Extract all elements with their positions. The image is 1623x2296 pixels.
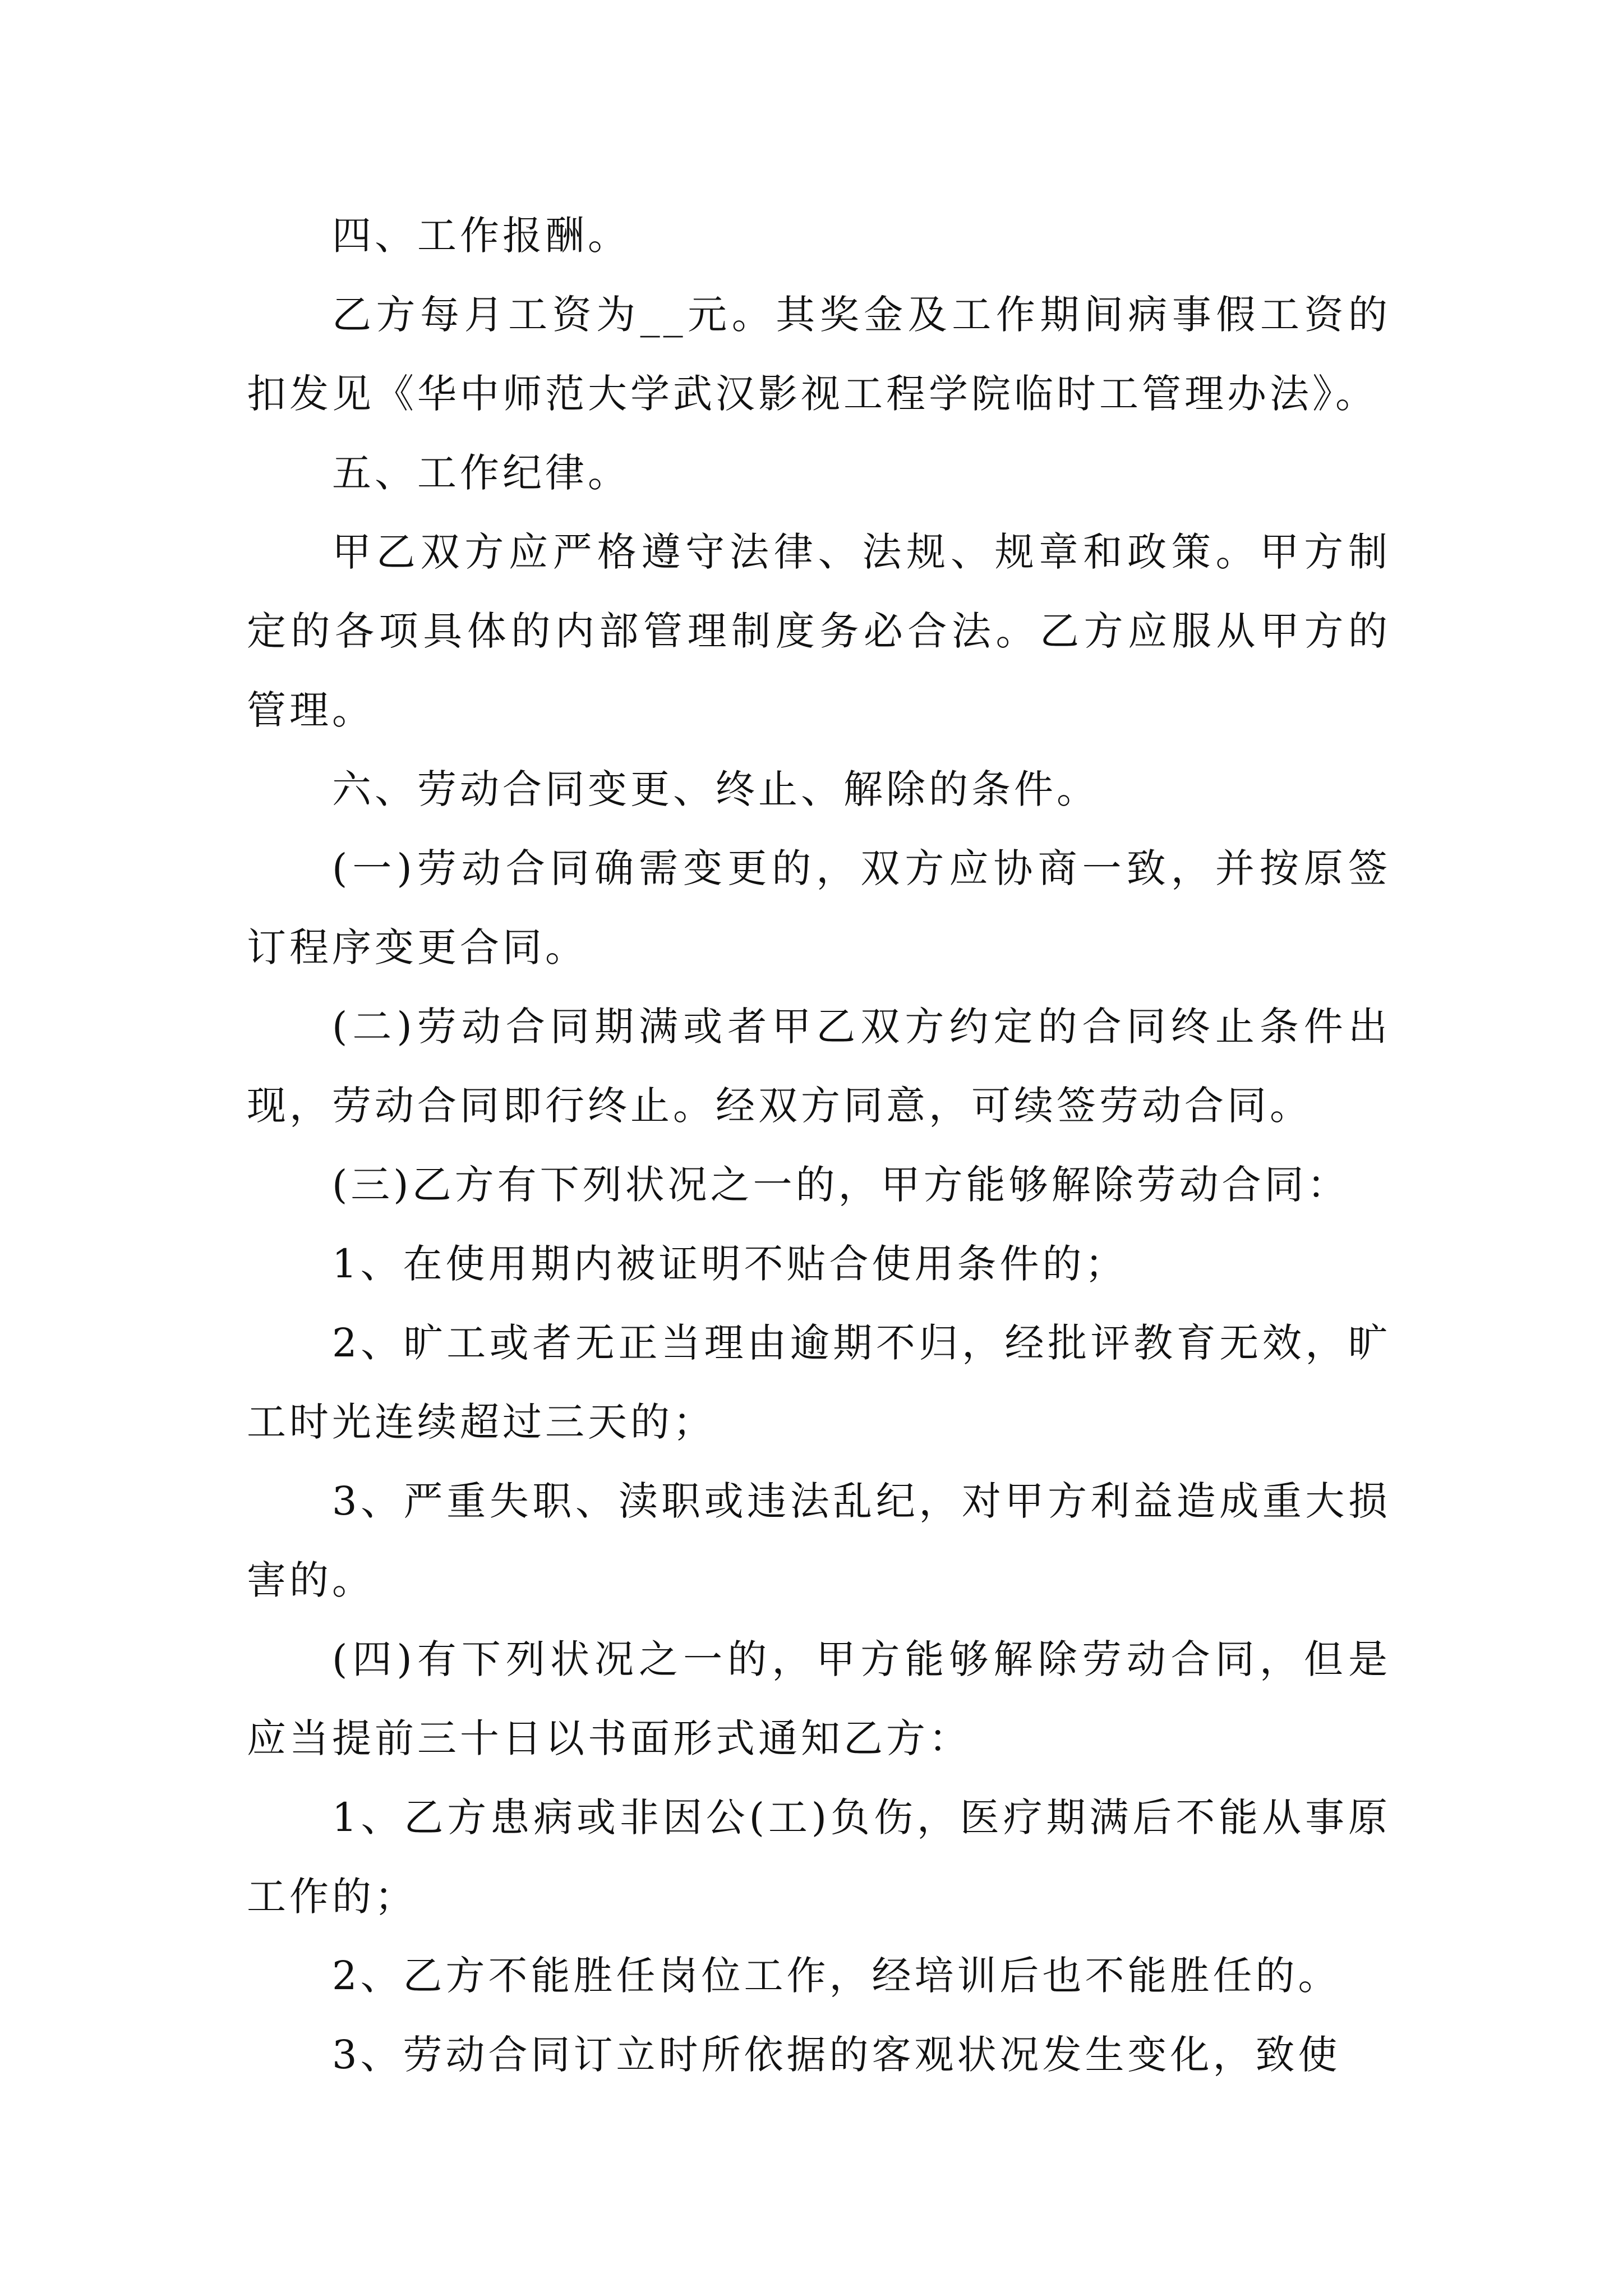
clause-3-item-1: 1、在使用期内被证明不贴合使用条件的； — [332, 1241, 1128, 1287]
clause-4-item-3: 3、劳动合同订立时所依据的客观状况发生变化，致使 — [332, 2032, 1341, 2078]
section-heading-work-discipline: 五、工作纪律。 — [332, 450, 630, 496]
clause-3-item-3: 3、严重失职、渎职或违法乱纪，对甲方利益造成重大损害的。 — [247, 1478, 1391, 1603]
paragraph-discipline-rules: 甲乙双方应严格遵守法律、法规、规章和政策。甲方制定的各项具体的内部管理制度务必合法。乙方应服从甲方的管理。 — [247, 529, 1391, 733]
section-heading-work-remuneration: 四、工作报酬。 — [332, 213, 630, 259]
clause-3-item-2: 2、旷工或者无正当理由逾期不归，经批评教育无效，旷工时光连续超过三天的； — [247, 1320, 1391, 1445]
section-heading-contract-change-termination: 六、劳动合同变更、终止、解除的条件。 — [332, 766, 1099, 812]
clause-1-contract-change: (一)劳动合同确需变更的，双方应协商一致，并按原签订程序变更合同。 — [247, 845, 1391, 970]
clause-3-dismissal-conditions: (三)乙方有下列状况之一的，甲方能够解除劳动合同： — [332, 1162, 1350, 1208]
clause-4-notice-dismissal: (四)有下列状况之一的，甲方能够解除劳动合同，但是应当提前三十日以书面形式通知乙方： — [247, 1636, 1391, 1761]
document-body — [247, 196, 1391, 2095]
clause-4-item-2: 2、乙方不能胜任岗位工作，经培训后也不能胜任的。 — [332, 1953, 1341, 1999]
paragraph-monthly-salary: 乙方每月工资为__元。其奖金及工作期间病事假工资的扣发见《华中师范大学武汉影视工程学院临时工管理办法》。 — [247, 292, 1391, 417]
clause-4-item-1: 1、乙方患病或非因公(工)负伤，医疗期满后不能从事原工作的； — [247, 1795, 1391, 1920]
clause-2-contract-expiry: (二)劳动合同期满或者甲乙双方约定的合同终止条件出现，劳动合同即行终止。经双方同意，可续签劳动合同。 — [247, 1004, 1391, 1129]
